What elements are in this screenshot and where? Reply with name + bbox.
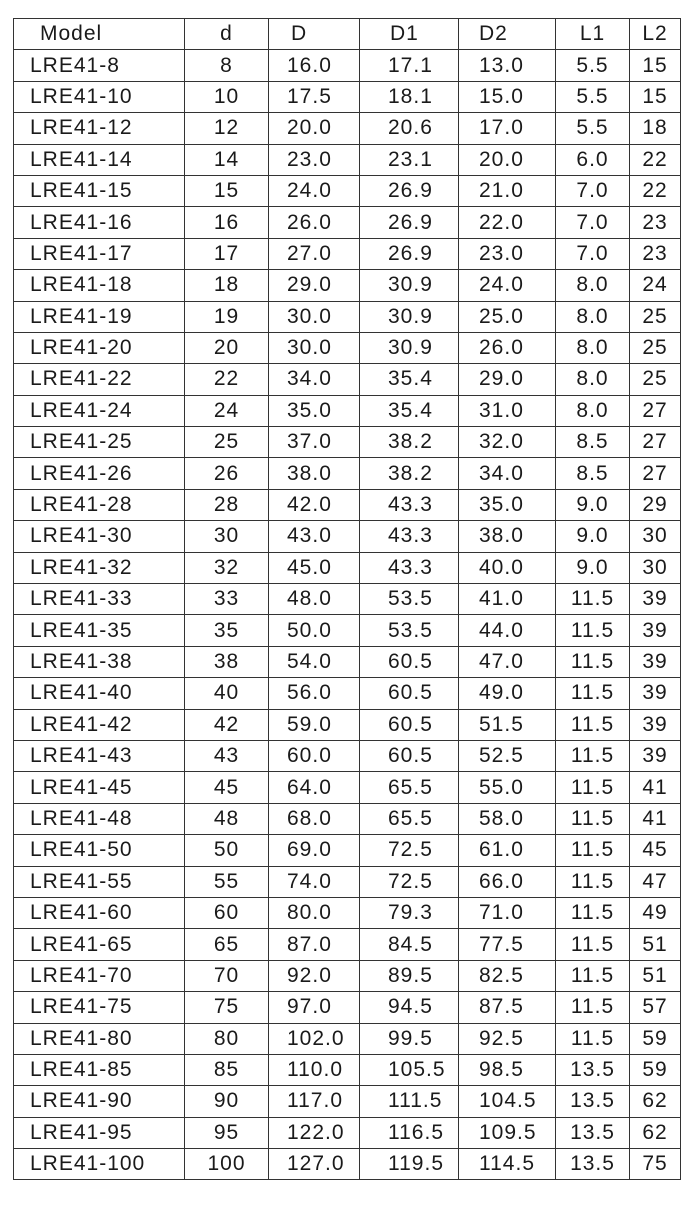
cell-D1: 35.4: [360, 395, 459, 426]
cell-model: LRE41-43: [14, 740, 185, 771]
cell-model: LRE41-8: [14, 50, 185, 81]
table-row: [14, 552, 681, 583]
cell-d: 10: [185, 81, 269, 112]
cell-model: LRE41-95: [14, 1117, 185, 1148]
cell-D1: 60.5: [360, 646, 459, 677]
cell-L2: 27: [630, 427, 681, 458]
table-row: [14, 238, 681, 269]
cell-D1: 35.4: [360, 364, 459, 395]
cell-D1: 26.9: [360, 238, 459, 269]
table-row: [14, 835, 681, 866]
cell-L2: 25: [630, 301, 681, 332]
cell-D1: 60.5: [360, 740, 459, 771]
table-row: [14, 364, 681, 395]
cell-D2: 35.0: [459, 489, 556, 520]
cell-D1: 105.5: [360, 1054, 459, 1085]
cell-L1: 5.5: [556, 50, 630, 81]
cell-d: 28: [185, 489, 269, 520]
cell-L2: 25: [630, 332, 681, 363]
table-row: [14, 1054, 681, 1085]
cell-L2: 39: [630, 709, 681, 740]
cell-D: 56.0: [269, 678, 360, 709]
table-row: [14, 301, 681, 332]
cell-L2: 51: [630, 960, 681, 991]
cell-model: LRE41-22: [14, 364, 185, 395]
cell-D: 17.5: [269, 81, 360, 112]
cell-D2: 38.0: [459, 521, 556, 552]
cell-model: LRE41-30: [14, 521, 185, 552]
cell-L1: 11.5: [556, 897, 630, 928]
cell-D2: 55.0: [459, 772, 556, 803]
cell-D2: 58.0: [459, 803, 556, 834]
cell-L2: 23: [630, 207, 681, 238]
cell-L1: 8.0: [556, 395, 630, 426]
cell-L2: 22: [630, 144, 681, 175]
cell-L2: 23: [630, 238, 681, 269]
cell-D1: 43.3: [360, 521, 459, 552]
cell-D: 110.0: [269, 1054, 360, 1085]
cell-D1: 53.5: [360, 584, 459, 615]
cell-L1: 13.5: [556, 1117, 630, 1148]
cell-D: 80.0: [269, 897, 360, 928]
cell-D2: 22.0: [459, 207, 556, 238]
table-row: [14, 50, 681, 81]
cell-L1: 13.5: [556, 1054, 630, 1085]
cell-D: 29.0: [269, 270, 360, 301]
cell-L2: 39: [630, 678, 681, 709]
cell-L1: 9.0: [556, 552, 630, 583]
cell-d: 30: [185, 521, 269, 552]
table-row: [14, 1023, 681, 1054]
cell-d: 15: [185, 175, 269, 206]
cell-D1: 89.5: [360, 960, 459, 991]
cell-model: LRE41-12: [14, 113, 185, 144]
table-row: [14, 489, 681, 520]
cell-D1: 99.5: [360, 1023, 459, 1054]
table-row: [14, 584, 681, 615]
cell-D1: 38.2: [360, 458, 459, 489]
cell-L2: 39: [630, 646, 681, 677]
table-row: [14, 395, 681, 426]
cell-L2: 51: [630, 929, 681, 960]
cell-model: LRE41-80: [14, 1023, 185, 1054]
table-row: [14, 740, 681, 771]
cell-L2: 62: [630, 1086, 681, 1117]
table-row: [14, 427, 681, 458]
cell-d: 25: [185, 427, 269, 458]
cell-L1: 11.5: [556, 584, 630, 615]
cell-model: LRE41-40: [14, 678, 185, 709]
cell-D1: 20.6: [360, 113, 459, 144]
cell-L1: 11.5: [556, 772, 630, 803]
table-row: [14, 270, 681, 301]
cell-D1: 30.9: [360, 270, 459, 301]
cell-model: LRE41-100: [14, 1149, 185, 1180]
column-header-d: d: [185, 19, 269, 50]
cell-d: 26: [185, 458, 269, 489]
cell-D1: 30.9: [360, 301, 459, 332]
column-header-D2: D2: [459, 19, 556, 50]
cell-D1: 79.3: [360, 897, 459, 928]
cell-model: LRE41-10: [14, 81, 185, 112]
cell-L2: 22: [630, 175, 681, 206]
table-row: [14, 992, 681, 1023]
cell-D1: 23.1: [360, 144, 459, 175]
cell-D2: 61.0: [459, 835, 556, 866]
cell-L1: 11.5: [556, 678, 630, 709]
table-row: [14, 897, 681, 928]
cell-D1: 119.5: [360, 1149, 459, 1180]
cell-D2: 92.5: [459, 1023, 556, 1054]
column-header-D1: D1: [360, 19, 459, 50]
cell-d: 22: [185, 364, 269, 395]
cell-model: LRE41-32: [14, 552, 185, 583]
cell-D1: 65.5: [360, 772, 459, 803]
cell-D2: 25.0: [459, 301, 556, 332]
cell-L2: 39: [630, 615, 681, 646]
cell-D1: 26.9: [360, 175, 459, 206]
cell-d: 75: [185, 992, 269, 1023]
cell-L1: 11.5: [556, 835, 630, 866]
cell-D: 37.0: [269, 427, 360, 458]
column-header-model: Model: [14, 19, 185, 50]
cell-d: 80: [185, 1023, 269, 1054]
cell-model: LRE41-19: [14, 301, 185, 332]
cell-D2: 23.0: [459, 238, 556, 269]
table-row: [14, 458, 681, 489]
cell-D1: 72.5: [360, 835, 459, 866]
cell-D1: 43.3: [360, 552, 459, 583]
cell-model: LRE41-85: [14, 1054, 185, 1085]
cell-d: 42: [185, 709, 269, 740]
cell-d: 100: [185, 1149, 269, 1180]
cell-D2: 51.5: [459, 709, 556, 740]
cell-D2: 24.0: [459, 270, 556, 301]
cell-d: 19: [185, 301, 269, 332]
cell-D2: 77.5: [459, 929, 556, 960]
cell-D: 102.0: [269, 1023, 360, 1054]
cell-L2: 15: [630, 81, 681, 112]
cell-model: LRE41-20: [14, 332, 185, 363]
cell-d: 60: [185, 897, 269, 928]
cell-d: 20: [185, 332, 269, 363]
cell-model: LRE41-17: [14, 238, 185, 269]
cell-model: LRE41-42: [14, 709, 185, 740]
cell-D: 48.0: [269, 584, 360, 615]
cell-L2: 41: [630, 803, 681, 834]
cell-model: LRE41-60: [14, 897, 185, 928]
cell-L1: 11.5: [556, 709, 630, 740]
cell-D: 68.0: [269, 803, 360, 834]
table-header-row: [14, 19, 681, 50]
table-body: [14, 50, 681, 1180]
cell-D1: 65.5: [360, 803, 459, 834]
cell-D2: 31.0: [459, 395, 556, 426]
cell-model: LRE41-48: [14, 803, 185, 834]
cell-d: 17: [185, 238, 269, 269]
cell-D1: 72.5: [360, 866, 459, 897]
table-row: [14, 175, 681, 206]
cell-d: 38: [185, 646, 269, 677]
table-row: [14, 929, 681, 960]
cell-L2: 47: [630, 866, 681, 897]
cell-model: LRE41-75: [14, 992, 185, 1023]
cell-D: 35.0: [269, 395, 360, 426]
column-header-L2: L2: [630, 19, 681, 50]
cell-D: 42.0: [269, 489, 360, 520]
cell-L2: 15: [630, 50, 681, 81]
cell-D2: 44.0: [459, 615, 556, 646]
cell-model: LRE41-25: [14, 427, 185, 458]
cell-L1: 8.0: [556, 270, 630, 301]
cell-L2: 57: [630, 992, 681, 1023]
cell-D1: 84.5: [360, 929, 459, 960]
cell-D1: 60.5: [360, 709, 459, 740]
cell-L2: 62: [630, 1117, 681, 1148]
cell-d: 65: [185, 929, 269, 960]
cell-D: 117.0: [269, 1086, 360, 1117]
cell-D2: 71.0: [459, 897, 556, 928]
cell-L2: 75: [630, 1149, 681, 1180]
cell-L1: 5.5: [556, 113, 630, 144]
cell-D2: 40.0: [459, 552, 556, 583]
table-row: [14, 1086, 681, 1117]
cell-D1: 94.5: [360, 992, 459, 1023]
table-row: [14, 615, 681, 646]
cell-d: 55: [185, 866, 269, 897]
cell-d: 50: [185, 835, 269, 866]
cell-D2: 41.0: [459, 584, 556, 615]
cell-D2: 32.0: [459, 427, 556, 458]
cell-d: 18: [185, 270, 269, 301]
cell-D: 45.0: [269, 552, 360, 583]
cell-d: 14: [185, 144, 269, 175]
table-row: [14, 521, 681, 552]
cell-L1: 9.0: [556, 521, 630, 552]
cell-d: 90: [185, 1086, 269, 1117]
cell-D2: 29.0: [459, 364, 556, 395]
cell-D: 27.0: [269, 238, 360, 269]
table-row: [14, 1149, 681, 1180]
cell-L2: 30: [630, 521, 681, 552]
cell-model: LRE41-38: [14, 646, 185, 677]
table-row: [14, 709, 681, 740]
cell-model: LRE41-45: [14, 772, 185, 803]
cell-model: LRE41-90: [14, 1086, 185, 1117]
cell-L1: 11.5: [556, 992, 630, 1023]
cell-L1: 7.0: [556, 207, 630, 238]
cell-L1: 8.5: [556, 427, 630, 458]
cell-d: 32: [185, 552, 269, 583]
table-row: [14, 332, 681, 363]
cell-D: 30.0: [269, 332, 360, 363]
cell-L2: 39: [630, 584, 681, 615]
cell-D2: 34.0: [459, 458, 556, 489]
cell-d: 48: [185, 803, 269, 834]
cell-L1: 11.5: [556, 960, 630, 991]
cell-d: 12: [185, 113, 269, 144]
table-row: [14, 960, 681, 991]
cell-D: 38.0: [269, 458, 360, 489]
cell-d: 33: [185, 584, 269, 615]
cell-d: 24: [185, 395, 269, 426]
cell-D: 92.0: [269, 960, 360, 991]
cell-D2: 66.0: [459, 866, 556, 897]
cell-D2: 21.0: [459, 175, 556, 206]
cell-L1: 8.0: [556, 301, 630, 332]
cell-model: LRE41-26: [14, 458, 185, 489]
cell-D2: 109.5: [459, 1117, 556, 1148]
cell-D2: 82.5: [459, 960, 556, 991]
table-row: [14, 866, 681, 897]
cell-D2: 17.0: [459, 113, 556, 144]
cell-D2: 15.0: [459, 81, 556, 112]
cell-D: 64.0: [269, 772, 360, 803]
cell-L1: 13.5: [556, 1086, 630, 1117]
cell-d: 35: [185, 615, 269, 646]
cell-D: 23.0: [269, 144, 360, 175]
cell-D2: 20.0: [459, 144, 556, 175]
cell-D1: 43.3: [360, 489, 459, 520]
column-header-L1: L1: [556, 19, 630, 50]
cell-D1: 38.2: [360, 427, 459, 458]
cell-L1: 13.5: [556, 1149, 630, 1180]
cell-L1: 11.5: [556, 803, 630, 834]
cell-model: LRE41-16: [14, 207, 185, 238]
cell-L1: 8.0: [556, 364, 630, 395]
cell-D1: 17.1: [360, 50, 459, 81]
cell-L2: 39: [630, 740, 681, 771]
cell-d: 8: [185, 50, 269, 81]
cell-d: 95: [185, 1117, 269, 1148]
cell-L1: 11.5: [556, 929, 630, 960]
cell-D: 43.0: [269, 521, 360, 552]
cell-d: 40: [185, 678, 269, 709]
cell-d: 16: [185, 207, 269, 238]
cell-L1: 6.0: [556, 144, 630, 175]
cell-model: LRE41-33: [14, 584, 185, 615]
cell-d: 85: [185, 1054, 269, 1085]
cell-L1: 8.0: [556, 332, 630, 363]
table-row: [14, 113, 681, 144]
cell-D: 59.0: [269, 709, 360, 740]
spec-table: [13, 18, 681, 1180]
cell-D1: 116.5: [360, 1117, 459, 1148]
cell-L2: 29: [630, 489, 681, 520]
table-row: [14, 207, 681, 238]
cell-L2: 25: [630, 364, 681, 395]
cell-D2: 26.0: [459, 332, 556, 363]
cell-D: 87.0: [269, 929, 360, 960]
cell-D: 60.0: [269, 740, 360, 771]
cell-model: LRE41-50: [14, 835, 185, 866]
cell-D: 122.0: [269, 1117, 360, 1148]
cell-D: 30.0: [269, 301, 360, 332]
cell-L2: 18: [630, 113, 681, 144]
cell-D2: 49.0: [459, 678, 556, 709]
cell-D2: 114.5: [459, 1149, 556, 1180]
table-row: [14, 81, 681, 112]
cell-D1: 60.5: [360, 678, 459, 709]
cell-L2: 59: [630, 1054, 681, 1085]
cell-L1: 11.5: [556, 1023, 630, 1054]
cell-d: 43: [185, 740, 269, 771]
cell-L2: 59: [630, 1023, 681, 1054]
cell-model: LRE41-15: [14, 175, 185, 206]
cell-L1: 11.5: [556, 646, 630, 677]
cell-model: LRE41-18: [14, 270, 185, 301]
cell-L2: 27: [630, 395, 681, 426]
cell-D2: 98.5: [459, 1054, 556, 1085]
cell-L2: 30: [630, 552, 681, 583]
cell-D: 24.0: [269, 175, 360, 206]
cell-d: 45: [185, 772, 269, 803]
cell-D: 54.0: [269, 646, 360, 677]
cell-D1: 18.1: [360, 81, 459, 112]
cell-D: 69.0: [269, 835, 360, 866]
cell-L1: 11.5: [556, 615, 630, 646]
cell-D: 97.0: [269, 992, 360, 1023]
cell-D2: 52.5: [459, 740, 556, 771]
table-row: [14, 1117, 681, 1148]
cell-D: 16.0: [269, 50, 360, 81]
cell-D: 74.0: [269, 866, 360, 897]
cell-D: 127.0: [269, 1149, 360, 1180]
cell-model: LRE41-65: [14, 929, 185, 960]
cell-D1: 30.9: [360, 332, 459, 363]
cell-model: LRE41-24: [14, 395, 185, 426]
table-row: [14, 678, 681, 709]
cell-model: LRE41-70: [14, 960, 185, 991]
cell-D: 34.0: [269, 364, 360, 395]
cell-L1: 11.5: [556, 866, 630, 897]
cell-L1: 8.5: [556, 458, 630, 489]
cell-L2: 27: [630, 458, 681, 489]
cell-L1: 7.0: [556, 238, 630, 269]
cell-model: LRE41-28: [14, 489, 185, 520]
cell-L1: 9.0: [556, 489, 630, 520]
cell-L1: 5.5: [556, 81, 630, 112]
table-row: [14, 646, 681, 677]
cell-d: 70: [185, 960, 269, 991]
table-row: [14, 803, 681, 834]
cell-model: LRE41-14: [14, 144, 185, 175]
cell-L1: 11.5: [556, 740, 630, 771]
cell-D: 20.0: [269, 113, 360, 144]
cell-L2: 49: [630, 897, 681, 928]
cell-D1: 111.5: [360, 1086, 459, 1117]
cell-D1: 26.9: [360, 207, 459, 238]
column-header-D: D: [269, 19, 360, 50]
cell-D1: 53.5: [360, 615, 459, 646]
cell-D2: 87.5: [459, 992, 556, 1023]
cell-D2: 13.0: [459, 50, 556, 81]
cell-L1: 7.0: [556, 175, 630, 206]
cell-L2: 24: [630, 270, 681, 301]
table-row: [14, 144, 681, 175]
cell-D: 50.0: [269, 615, 360, 646]
cell-model: LRE41-35: [14, 615, 185, 646]
cell-model: LRE41-55: [14, 866, 185, 897]
cell-L2: 41: [630, 772, 681, 803]
cell-D2: 104.5: [459, 1086, 556, 1117]
cell-D: 26.0: [269, 207, 360, 238]
cell-D2: 47.0: [459, 646, 556, 677]
cell-L2: 45: [630, 835, 681, 866]
table-row: [14, 772, 681, 803]
